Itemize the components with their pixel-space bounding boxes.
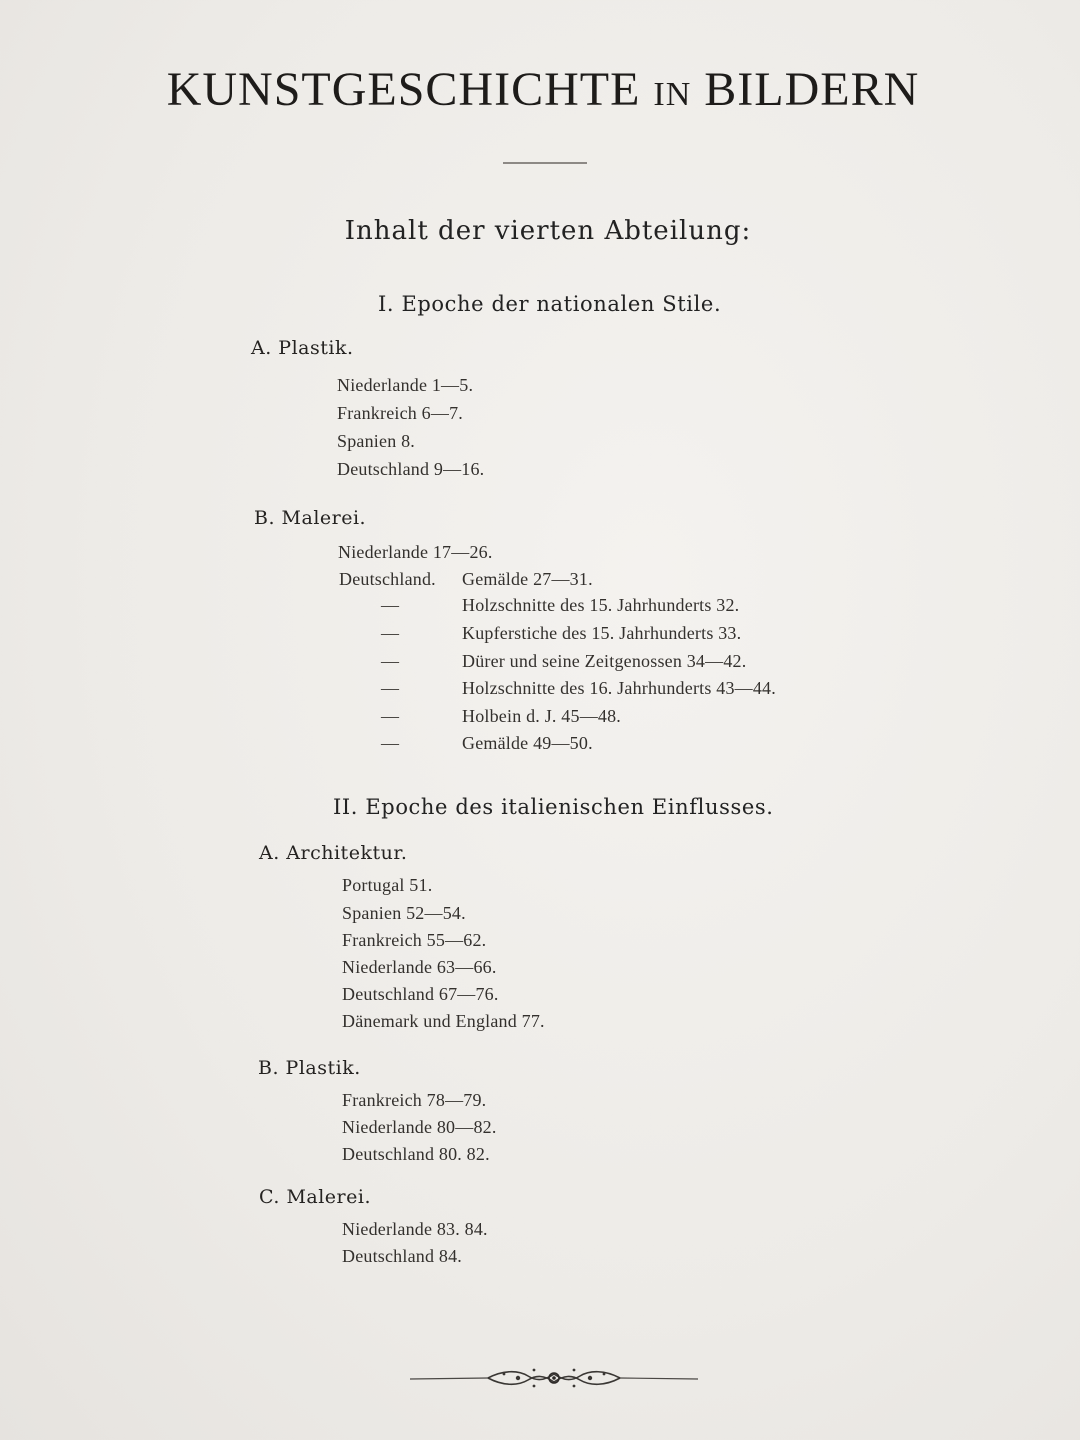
toc-entry: Niederlande 1—5. bbox=[337, 375, 474, 395]
epoch-1-heading: I. Epoche der nationalen Stile. bbox=[378, 292, 722, 316]
toc-entry: Niederlande 83. 84. bbox=[342, 1219, 488, 1239]
toc-subentry: Dürer und seine Zeitgenossen 34—42. bbox=[462, 651, 747, 671]
title-divider bbox=[503, 162, 587, 164]
toc-subentry: Gemälde 49—50. bbox=[462, 733, 593, 753]
ditto-dash: — bbox=[381, 623, 399, 643]
section-2a-heading: A. Architektur. bbox=[259, 842, 408, 864]
toc-entry: Frankreich 6—7. bbox=[337, 403, 463, 423]
section-1b-heading: B. Malerei. bbox=[254, 507, 367, 529]
page-title bbox=[0, 62, 1080, 117]
decorative-ornament-icon bbox=[408, 1362, 700, 1392]
toc-entry-deutschland-label: Deutschland. bbox=[339, 569, 436, 589]
title-bildern: BILDERN bbox=[704, 63, 920, 116]
section-2b-heading: B. Plastik. bbox=[258, 1057, 361, 1079]
toc-subentry: Gemälde 27—31. bbox=[462, 569, 593, 589]
ditto-dash: — bbox=[381, 595, 399, 615]
toc-entry: Spanien 52—54. bbox=[342, 903, 466, 923]
toc-entry: Portugal 51. bbox=[342, 875, 433, 895]
toc-entry: Frankreich 55—62. bbox=[342, 930, 487, 950]
ditto-dash: — bbox=[381, 678, 399, 698]
toc-entry: Deutschland 84. bbox=[342, 1246, 462, 1266]
contents-heading: Inhalt der vierten Abteilung: bbox=[344, 216, 752, 246]
section-1a-heading: A. Plastik. bbox=[251, 337, 354, 359]
toc-entry: Niederlande 63—66. bbox=[342, 957, 497, 977]
toc-entry: Niederlande 80—82. bbox=[342, 1117, 497, 1137]
toc-entry: Deutschland 80. 82. bbox=[342, 1144, 490, 1164]
epoch-2-heading: II. Epoche des italienischen Einflusses. bbox=[333, 795, 774, 819]
toc-subentry: Holzschnitte des 15. Jahrhunderts 32. bbox=[462, 595, 740, 615]
ditto-dash: — bbox=[381, 733, 399, 753]
toc-entry: Deutschland 67—76. bbox=[342, 984, 499, 1004]
title-kunstgeschichte: KUNSTGESCHICHTE bbox=[166, 63, 641, 116]
toc-entry: Deutschland 9—16. bbox=[337, 459, 485, 479]
toc-entry: Niederlande 17—26. bbox=[338, 542, 493, 562]
toc-entry: Dänemark und England 77. bbox=[342, 1011, 545, 1031]
toc-subentry: Holzschnitte des 16. Jahrhunderts 43—44. bbox=[462, 678, 776, 698]
ditto-dash: — bbox=[381, 651, 399, 671]
ditto-dash: — bbox=[381, 706, 399, 726]
toc-entry: Frankreich 78—79. bbox=[342, 1090, 487, 1110]
section-2c-heading: C. Malerei. bbox=[259, 1186, 371, 1208]
toc-subentry: Kupferstiche des 15. Jahrhunderts 33. bbox=[462, 623, 742, 643]
toc-entry: Spanien 8. bbox=[337, 431, 415, 451]
toc-subentry: Holbein d. J. 45—48. bbox=[462, 706, 621, 726]
title-in: IN bbox=[653, 76, 692, 113]
